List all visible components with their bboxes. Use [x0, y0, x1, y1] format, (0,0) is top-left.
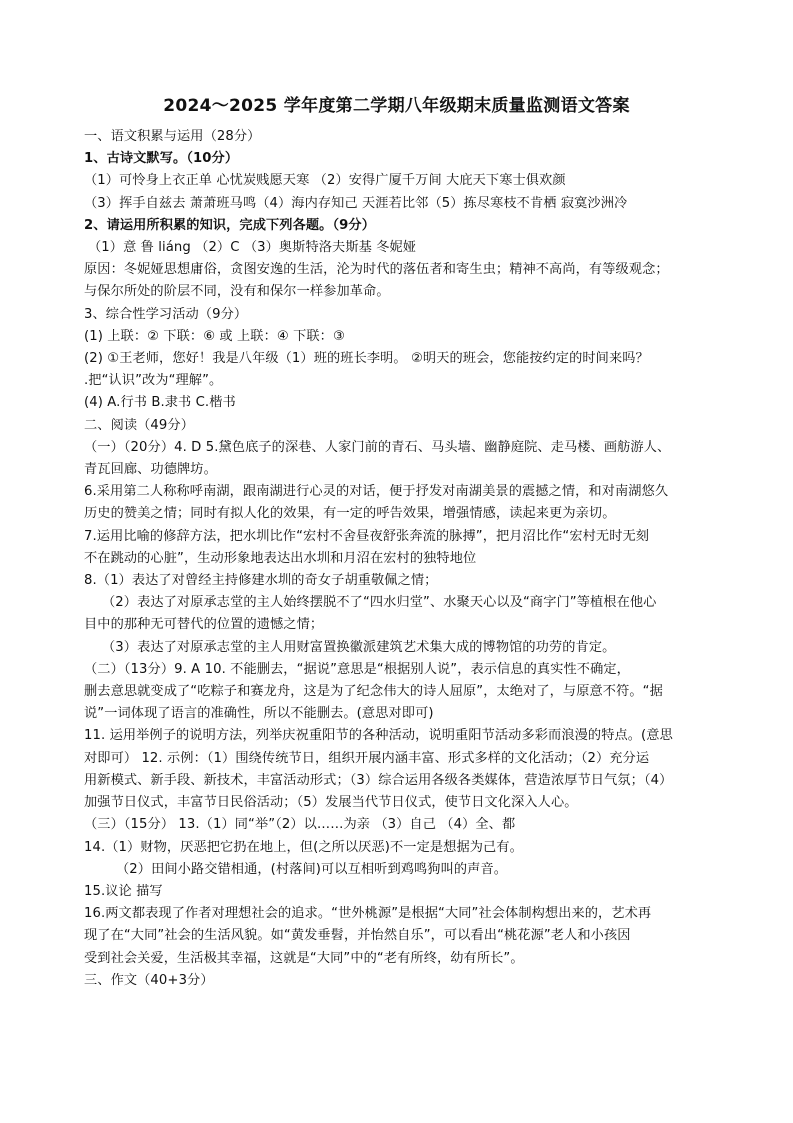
text-line: .把“认识”改为“理解”。 — [84, 373, 223, 389]
text-line: （2）表达了对原承志堂的主人始终摆脱不了“四水归堂”、水聚天心以及“商字门”等植根在他心 — [102, 595, 657, 611]
text-line: 7.运用比喻的修辞方法，把水圳比作“宏村不舍昼夜舒张奔流的脉搏”，把月沼比作“宏村无时无刻 — [84, 528, 650, 544]
text-line: 用新模式、新手段、新技术，丰富活动形式；（3）综合运用各级各类媒体，营造浓厚节日气氛；（4） — [84, 772, 673, 788]
text-line: 2、请运用所积累的知识，完成下列各题。（9分） — [84, 217, 375, 233]
text-line: 原因：冬妮娅思想庸俗，贪图安逸的生活，沦为时代的落伍者和寄生虫；精神不高尚，有等级观念； — [84, 262, 669, 278]
text-line: 现了在“大同”社会的生活风貌。如“黄发垂髫，并怡然自乐”，可以看出“桃花源”老人和小孩因 — [84, 928, 631, 944]
text-line: 加强节日仪式，丰富节日民俗活动；（5）发展当代节日仪式，使节日文化深入人心。 — [84, 795, 578, 811]
text-line: （1）意 鲁 liáng （2）C （3）奥斯特洛夫斯基 冬妮娅 — [88, 240, 417, 256]
text-line: 11. 运用举例子的说明方法，列举庆祝重阳节的各种活动，说明重阳节活动多彩而浪漫的特点。(意思 — [84, 728, 673, 744]
text-line: 对即可） 12. 示例：（1）围绕传统节日，组织开展内涵丰富、形式多样的文化活动；（2）充分运 — [84, 750, 650, 766]
text-line: 目中的那种无可替代的位置的遗憾之情； — [84, 617, 324, 633]
text-line: 与保尔所处的阶层不同，没有和保尔一样参加革命。 — [84, 284, 390, 300]
document-title: 2024～2025 学年度第二学期八年级期末质量监测语文答案 — [163, 96, 630, 116]
text-line: 8.（1）表达了对曾经主持修建水圳的奇女子胡重敬佩之情； — [84, 573, 438, 589]
text-line: （3）挥手自兹去 萧萧班马鸣（4）海内存知己 天涯若比邻（5）拣尽寒枝不肯栖 寂寞沙洲冷 — [84, 195, 628, 211]
text-line: 6.采用第二人称称呼南湖，跟南湖进行心灵的对话，便于抒发对南湖美景的震撼之情，和对南湖悠久 — [84, 484, 669, 500]
text-line: （1）可怜身上衣正单 心忧炭贱愿天寒 （2）安得广厦千万间 大庇天下寒士俱欢颜 — [84, 173, 566, 189]
text-line: 二、阅读（49分） — [84, 417, 194, 433]
text-line: 青瓦回廊、功德牌坊。 — [84, 462, 217, 478]
text-line: (1) 上联：② 下联：⑥ 或 上联：④ 下联：③ — [84, 328, 345, 344]
text-line: 1、古诗文默写。（10分） — [84, 151, 239, 167]
text-line: 一、语文积累与运用（28分） — [84, 129, 261, 144]
text-line: (4) A.行书 B.隶书 C.楷书 — [84, 395, 236, 411]
text-line: （一）（20分）4. D 5.黛色底子的深巷、人家门前的青石、马头墙、幽静庭院、走马楼、画舫游人、 — [84, 439, 671, 455]
text-line: 15.议论 描写 — [84, 883, 163, 899]
text-line: 14.（1）财物，厌恶把它扔在地上，但(之所以厌恶)不一定是想据为己有。 — [84, 839, 523, 855]
text-line: 删去意思就变成了“吃粽子和赛龙舟，这是为了纪念伟大的诗人屈原”，太绝对了，与原意不符。“据 — [84, 684, 663, 700]
text-line: 不在跳动的心脏”，生动形象地表达出水圳和月沼在宏村的独特地位 — [84, 550, 477, 566]
text-line: 16.两文都表现了作者对理想社会的追求。“世外桃源”是根据“大同”社会体制构想出来的，艺术再 — [84, 906, 652, 922]
text-line: 受到社会关爱，生活极其幸福，这就是“大同”中的“老有所终，幼有所长”。 — [84, 950, 524, 966]
text-line: 3、综合性学习活动（9分） — [84, 306, 248, 322]
text-line: （2）田间小路交错相通，(村落间)可以互相听到鸡鸣狗叫的声音。 — [116, 861, 508, 877]
text-line: 说”一词体现了语言的准确性，所以不能删去。(意思对即可) — [84, 706, 434, 722]
answer-body — [84, 126, 714, 992]
text-line: (2) ①王老师，您好！我是八年级（1）班的班长李明。 ②明天的班会，您能按约定的时间来吗？ — [84, 351, 649, 367]
text-line: （二）（13分）9. A 10. 不能删去，“据说”意思是“根据别人说”，表示信息的真实性不确定， — [84, 661, 630, 677]
text-line: 三、作文（40+3分） — [84, 972, 214, 988]
text-line: （3）表达了对原承志堂的主人用财富置换徽派建筑艺术集大成的博物馆的功劳的肯定。 — [102, 639, 616, 655]
text-line: （三）（15分） 13.（1）同“举”（2）以……为亲 （3）自己 （4）全、都 — [84, 817, 516, 833]
text-line: 历史的赞美之情；同时有拟人化的效果，有一定的呼告效果，增强情感，读起来更为亲切。 — [84, 506, 616, 522]
